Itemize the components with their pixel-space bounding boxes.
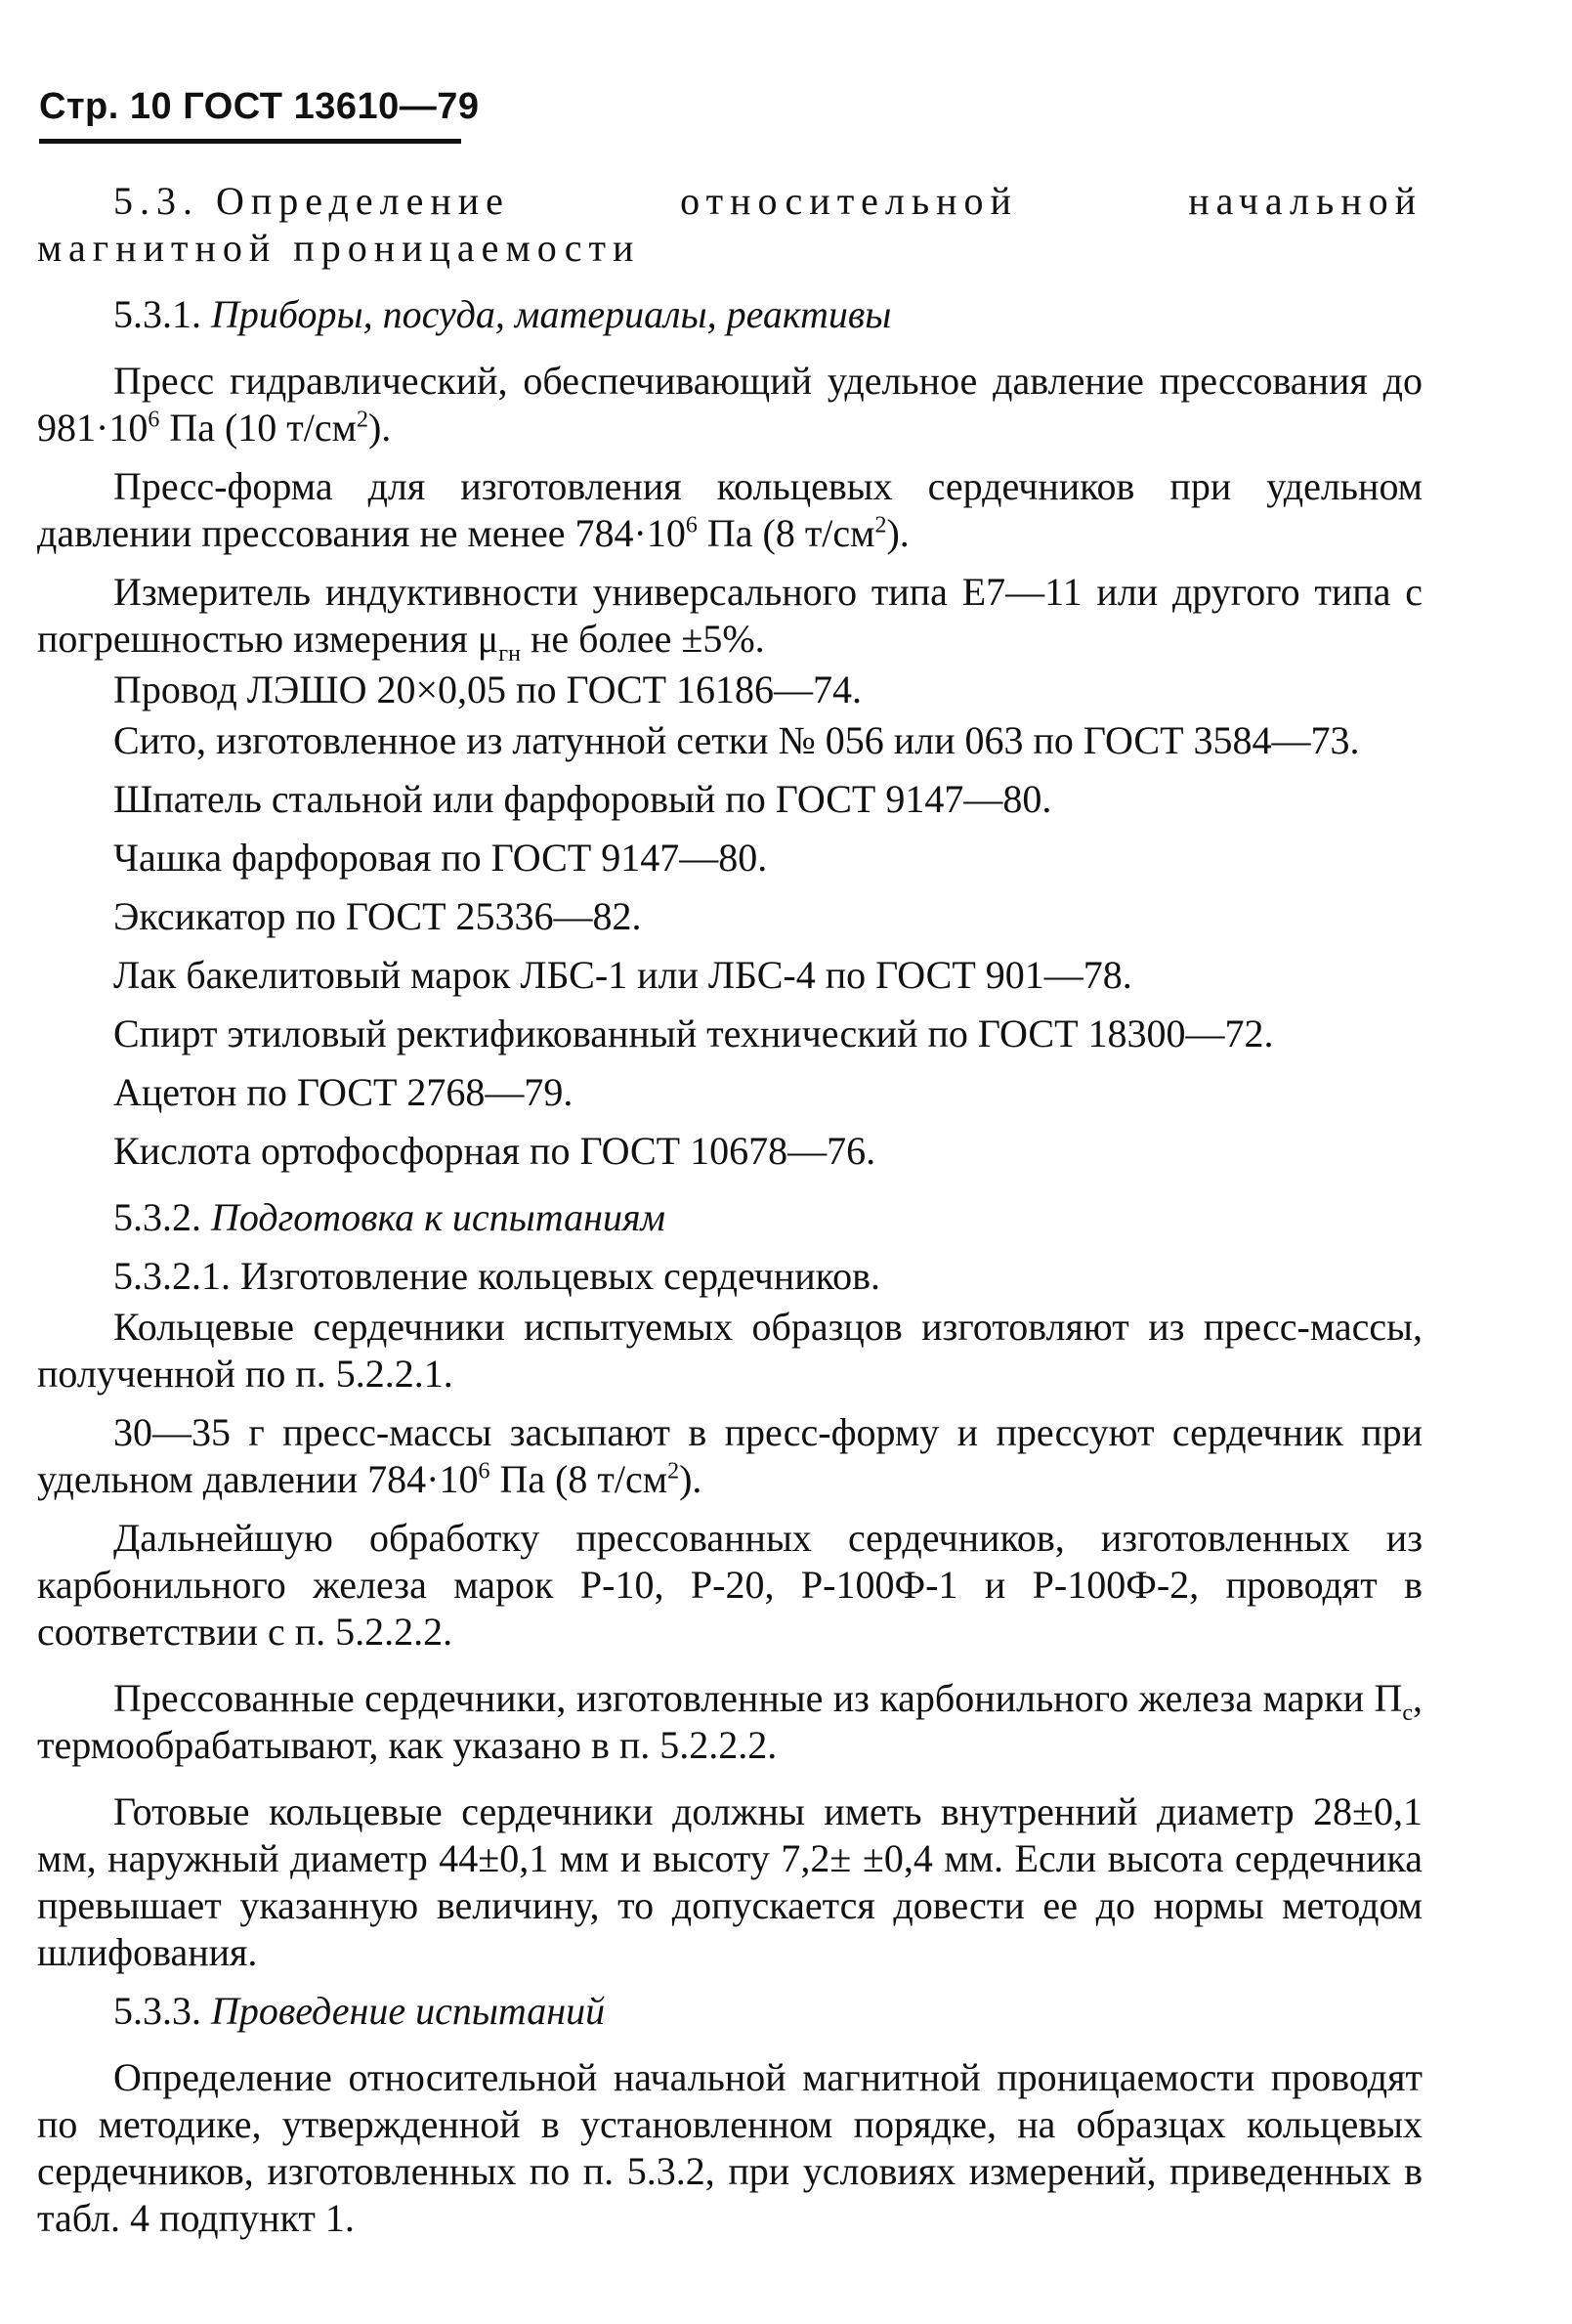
subsection-number: 5.3.2. — [113, 1195, 201, 1239]
section-heading-word: начальной — [1188, 179, 1423, 223]
superscript: 2 — [356, 407, 368, 433]
paragraph-heat-treatment — [37, 1675, 1423, 1769]
subsection-heading-533 — [37, 1988, 1423, 2035]
section-heading-line2: магнитной проницаемости — [37, 226, 641, 270]
subscript: гн — [498, 641, 521, 667]
superscript: 6 — [685, 512, 698, 538]
subsection-heading-532 — [37, 1194, 1423, 1241]
subsection-title: Проведение испытаний — [211, 1989, 606, 2033]
subsection-title: Подготовка к испытаниям — [211, 1195, 666, 1239]
superscript: 6 — [478, 1458, 490, 1485]
paragraph-further-processing: Дальнейшую обработку прессованных сердечников, изготовленных из карбонильного железа марок Р-10, Р-20, Р-100Ф-1 и Р-100Ф-2, проводят в соответствии с п. 5.2.2.2. — [37, 1516, 1423, 1654]
text-run: Пресс гидравлический, обеспечивающий удельное давление прессования до 981·10 — [37, 359, 1423, 450]
text-run: Па (8 т/см — [489, 1457, 668, 1501]
paragraph-core-source: Кольцевые сердечники испытуемых образцов изготовляют из пресс-массы, полученной по п. 5.2.2.1. — [37, 1305, 1423, 1396]
paragraph-cup: Чашка фарфоровая по ГОСТ 9147—80. — [113, 836, 768, 880]
text-run: Па (10 т/см — [159, 406, 357, 450]
section-heading-word: относительной — [680, 179, 1018, 223]
text-run: ). — [679, 1457, 702, 1501]
text-run: Пресс-форма для изготовления кольцевых сердечников при удельном давлении прессования не менее 784·10 — [37, 464, 1423, 555]
running-head: Стр. 10 ГОСТ 13610—79 — [39, 86, 480, 127]
paragraph-acid: Кислота ортофосфорная по ГОСТ 10678—76. — [113, 1129, 876, 1173]
paragraph-wire: Провод ЛЭШО 20×0,05 по ГОСТ 16186—74. — [113, 667, 863, 711]
text-run: ). — [886, 511, 910, 555]
subscript: с — [1402, 1700, 1413, 1726]
paragraph-inductance-meter — [37, 569, 1423, 667]
subsection-title: Приборы, посуда, материалы, реактивы — [211, 292, 892, 336]
text-run: Прессованные сердечники, изготовленные из карбонильного железа марки П — [113, 1676, 1403, 1720]
paragraph-press — [37, 358, 1423, 452]
paragraph-core-manufacturing: 5.3.2.1. Изготовление кольцевых сердечников. — [113, 1254, 880, 1298]
paragraph-alcohol: Спирт этиловый ректификованный технический по ГОСТ 18300—72. — [113, 1011, 1274, 1055]
paragraph-acetone: Ацетон по ГОСТ 2768—79. — [113, 1070, 574, 1114]
paragraph-sieve: Сито, изготовленное из латунной сетки № 056 или 063 по ГОСТ 3584—73. — [113, 718, 1360, 762]
subsection-number: 5.3.3. — [113, 1989, 201, 2033]
paragraph-core-dimensions: Готовые кольцевые сердечники должны иметь внутренний диаметр 28±0,1 мм, наружный диаметр 44±0,1 мм и высоту 7,2± ±0,4 мм. Если высота сердечника превышает указанную величину, то допускается довести ее до нормы методом шлифования. — [37, 1789, 1423, 1974]
header-rule — [39, 139, 461, 144]
text-run: 30—35 г пресс-массы засыпают в пресс-форму и прессуют сердечник при удельном давлении 784·10 — [37, 1410, 1423, 1501]
text-run: ). — [367, 406, 392, 450]
paragraph-varnish: Лак бакелитовый марок ЛБС-1 или ЛБС-4 по ГОСТ 901—78. — [113, 953, 1132, 997]
section-heading-line1 — [37, 178, 1423, 225]
superscript: 2 — [874, 512, 887, 538]
subsection-heading-531 — [37, 291, 1423, 338]
paragraph-pressing — [37, 1409, 1423, 1503]
paragraph-testing-method: Определение относительной начальной магнитной проницаемости проводят по методике, утвержденной в установленном порядке, на образцах кольцевых сердечников, изготовленных по п. 5.3.2, при условиях измерений, приведенных в табл. 4 подпункт 1. — [37, 2055, 1423, 2240]
text-run: Па (8 т/см — [697, 511, 875, 555]
paragraph-spatula: Шпатель стальной или фарфоровый по ГОСТ 9147—80. — [113, 777, 1052, 821]
document-body — [37, 178, 1423, 2242]
paragraph-press-form — [37, 463, 1423, 557]
superscript: 2 — [667, 1458, 680, 1485]
text-run: не более ±5%. — [520, 617, 765, 661]
section-heading-word: 5.3. Определение — [113, 179, 510, 223]
subsection-number: 5.3.1. — [113, 292, 201, 336]
paragraph-desiccator: Эксикатор по ГОСТ 25336—82. — [113, 894, 642, 938]
text-run: Измеритель индуктивности универсального типа Е7—11 или другого типа с погрешностью измерения μ — [37, 570, 1423, 661]
text-run: , термообрабатывают, как указано в п. 5.2.2.2. — [37, 1676, 1423, 1767]
superscript: 6 — [148, 407, 160, 433]
